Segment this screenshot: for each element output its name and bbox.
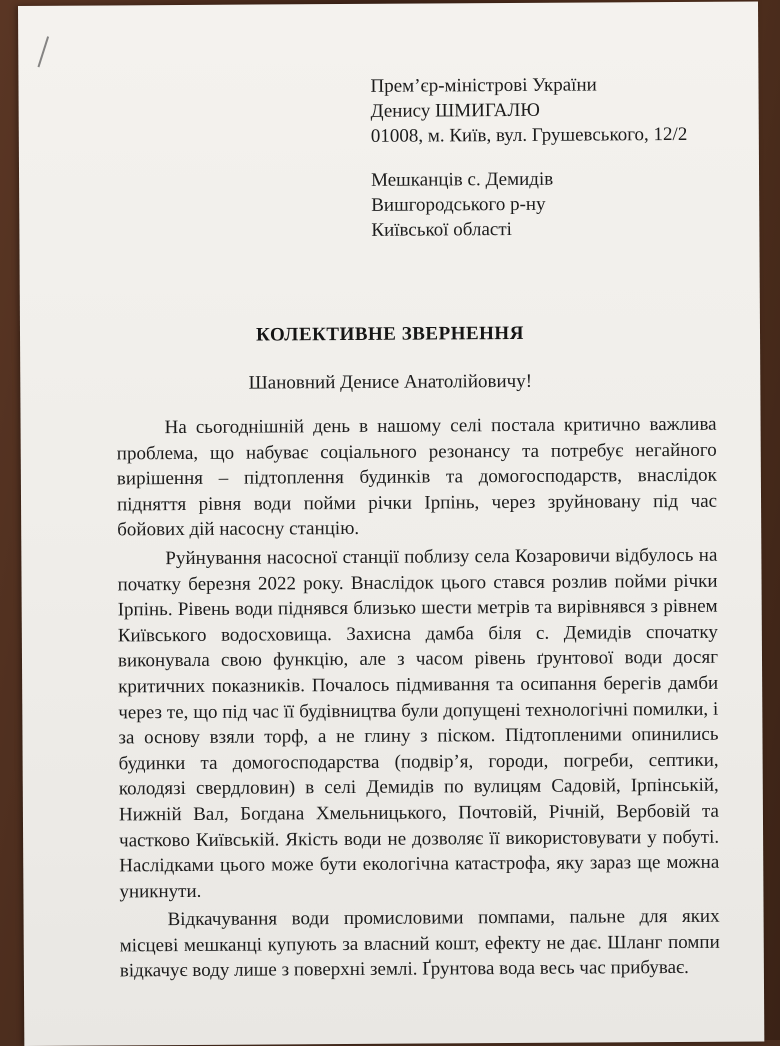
pen-mark: [37, 36, 49, 67]
body-paragraph: Відкачування води промисловими помпами, пальне для яких місцеві мешканці купують за власний кошт, ефекту не дає. Шланг помпи відкачує воду лише з поверхні землі. Ґрунтова вода весь час прибуває.: [119, 906, 720, 982]
letter-page: [18, 1, 764, 1046]
letter-body: [117, 412, 720, 988]
sender-line: Київської області: [371, 218, 512, 241]
addressee-line: 01008, м. Київ, вул. Грушевського, 12/2: [370, 123, 688, 147]
sender-line: Вишгородського р-ну: [371, 193, 546, 216]
body-paragraph: Руйнування насосної станції поблизу села Козаровичи відбулось на початку березня 2022 року. Внаслідок цього стався розлив пойми річки Ірпінь. Рівень води піднявся близько шести метрів та вирівнявся з рівнем Київського водосховища. Захисна дамба біля с. Демидів спочатку виконувала свою функцію, але з часом рівень ґрунтової води досяг критичних показників. Почалось підмивання та осипання берегів дамби через те, що під час її будівництва були допущені технологічні помилки, і за основу взяли торф, а не глину з піском. Підтопленими опинились будинки та домогосподарства (подвір’я, городи, погреби, септики, колодязі свердловин) в селі Демидів по вулицям Садовій, Ірпінській, Нижній Вал, Богдана Хмельницького, Почтовій, Річній, Вербовій та частково Київській. Якість води не дозволяє її використовувати у побуті. Наслідками цього може бути екологічна катастрофа, яку зараз ще можна уникнути.: [117, 544, 720, 903]
body-paragraph: На сьогоднішній день в нашому селі постала критично важлива проблема, що набуває соціального резонансу та потребує негайного вирішення – підтоплення будинків та домогосподарств, внаслідок підняття рівня води пойми річки Ірпінь, через зруйновану під час бойових дій насосну станцію.: [116, 413, 718, 541]
addressee-block: [370, 72, 687, 149]
addressee-line: Денису ШМИГАЛЮ: [370, 99, 540, 122]
addressee-line: Прем’єр-міністрові України: [370, 74, 597, 97]
sender-line: Мешканців с. Демидів: [371, 168, 554, 191]
sender-block: [371, 167, 554, 243]
document-title: КОЛЕКТИВНЕ ЗВЕРНЕННЯ: [256, 322, 524, 346]
salutation: Шановний Денисе Анатолійовичу!: [248, 370, 533, 394]
